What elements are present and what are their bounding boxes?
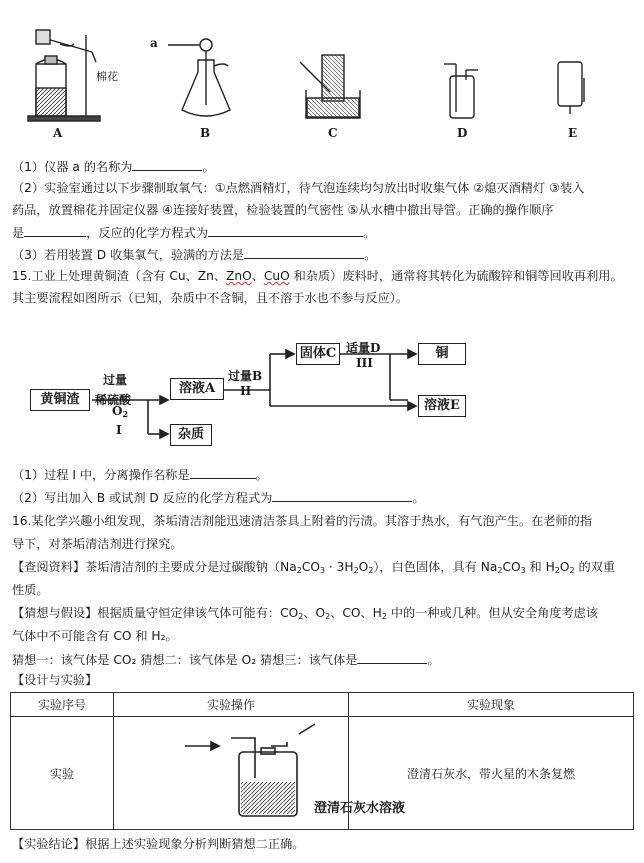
answer-blank[interactable] bbox=[272, 489, 412, 502]
apparatus-a bbox=[28, 30, 100, 121]
answer-blank[interactable] bbox=[208, 224, 363, 237]
flow-solidC-box: 固体C bbox=[296, 343, 340, 365]
answer-blank[interactable] bbox=[244, 246, 364, 259]
flow-solE-box: 溶液E bbox=[418, 395, 466, 417]
q14-part2-line1: （2）实验室通过以下步骤制取氧气：①点燃酒精灯，待气泡连续均匀放出时收集气体 ②熄灭酒精灯 ③装入 bbox=[12, 181, 585, 195]
apparatus-e bbox=[558, 62, 584, 114]
table-cell-phenomenon: 澄清石灰水，带火星的木条复燃 bbox=[349, 717, 634, 830]
q14-part1: （1）仪器 a 的名称为 。 bbox=[12, 160, 215, 174]
experiment-table bbox=[10, 692, 634, 830]
flow-reagent1-a: 过量 bbox=[103, 373, 128, 387]
answer-blank[interactable] bbox=[132, 158, 202, 171]
q14-part2-line2: 药品，放置棉花并固定仪器 ④连接好装置，检验装置的气密性 ⑤从水槽中撤出导管。正确的操作顺序 bbox=[12, 203, 554, 217]
apparatus-b bbox=[168, 39, 230, 116]
solution-label: 澄清石灰水溶液 bbox=[314, 801, 406, 816]
q16-line2: 导下，对茶垢清洁剂进行探究。 bbox=[12, 537, 183, 551]
label-E: E bbox=[568, 126, 578, 140]
q14-part2-line3: 是 ，反应的化学方程式为 。 bbox=[12, 226, 376, 240]
q16-line6: 气体中不可能含有 CO 和 H₂。 bbox=[12, 629, 178, 643]
table-header: 实验操作 bbox=[114, 693, 349, 717]
washing-bottle-diagram bbox=[115, 718, 347, 828]
label-B: B bbox=[200, 126, 211, 140]
answer-blank[interactable] bbox=[24, 224, 86, 237]
q16-line4: 性质。 bbox=[12, 583, 49, 597]
flow-reagent2: 过量B bbox=[228, 369, 263, 383]
flow-impurity-box: 杂质 bbox=[170, 424, 212, 446]
label-A: A bbox=[53, 126, 63, 140]
q15-part2: （2）写出加入 B 或试剂 D 反应的化学方程式为 。 bbox=[12, 491, 425, 505]
flow-reagent1-c: $O_2$ bbox=[112, 404, 129, 419]
q16-line8: 【设计与实验】 bbox=[12, 673, 98, 687]
apparatus-c bbox=[300, 55, 360, 118]
q16-line5: 【猜想与假设】根据质量守恒定律该气体可能有：$CO_2$、$O_2$、CO、$H_2$ 中的一种或几种。但从安全角度考虑该 bbox=[12, 606, 599, 621]
answer-blank[interactable] bbox=[190, 466, 256, 479]
q16-conclusion: 【实验结论】根据上述实验现象分析判断猜想二正确。 bbox=[12, 837, 305, 851]
flow-reagent3: 适量D bbox=[346, 341, 381, 355]
answer-blank[interactable] bbox=[357, 651, 427, 664]
label-cotton: 棉花 bbox=[96, 70, 118, 83]
table-cell-operation bbox=[114, 717, 406, 830]
flow-reagent1-b: 稀硫酸 bbox=[95, 393, 132, 407]
flow-step2: II bbox=[240, 384, 252, 398]
table-cell-id: 实验 bbox=[11, 717, 114, 830]
q15-part1: （1）过程 I 中，分离操作名称是 。 bbox=[12, 468, 268, 482]
table-header: 实验序号 bbox=[11, 693, 114, 717]
flow-start-box: 黄铜渣 bbox=[30, 389, 90, 411]
label-D: D bbox=[457, 126, 468, 140]
q15-intro-line1: 15.工业上处理黄铜渣（含有 Cu、Zn、ZnO、CuO 和杂质）废料时，通常将其转化为硫酸锌和铜等回收再利用。 bbox=[12, 269, 623, 283]
flow-solA-box: 溶液A bbox=[170, 378, 224, 400]
q16-line1: 16.某化学兴趣小组发现，茶垢清洁剂能迅速清洁茶具上附着的污渍。其溶于热水，有气泡产生。在老师的指 bbox=[12, 514, 593, 528]
label-a: a bbox=[150, 36, 158, 50]
q16-line3: 【查阅资料】茶垢清洁剂的主要成分是过碳酸钠$(Na_2CO_3 \cdot 3H_2O_2)$，白色固体，具有 $Na_2CO_3$ 和 $H_2O_2$ 的双重 bbox=[12, 560, 616, 575]
label-C: C bbox=[328, 126, 338, 140]
apparatus-d bbox=[444, 64, 478, 118]
q15-intro-line2: 其主要流程如图所示（已知，杂质中不含铜，且不溶于水也不参与反应）。 bbox=[12, 291, 409, 305]
flow-step3: III bbox=[356, 356, 373, 370]
table-header: 实验现象 bbox=[349, 693, 634, 717]
flow-step1: I bbox=[116, 423, 122, 437]
q16-line7: 猜想一：该气体是 CO₂ 猜想二：该气体是 O₂ 猜想三：该气体是 。 bbox=[12, 653, 440, 667]
q14-part3: （3）若用装置 D 收集氧气，验满的方法是 。 bbox=[12, 248, 377, 262]
flow-copper-box: 铜 bbox=[418, 343, 466, 365]
